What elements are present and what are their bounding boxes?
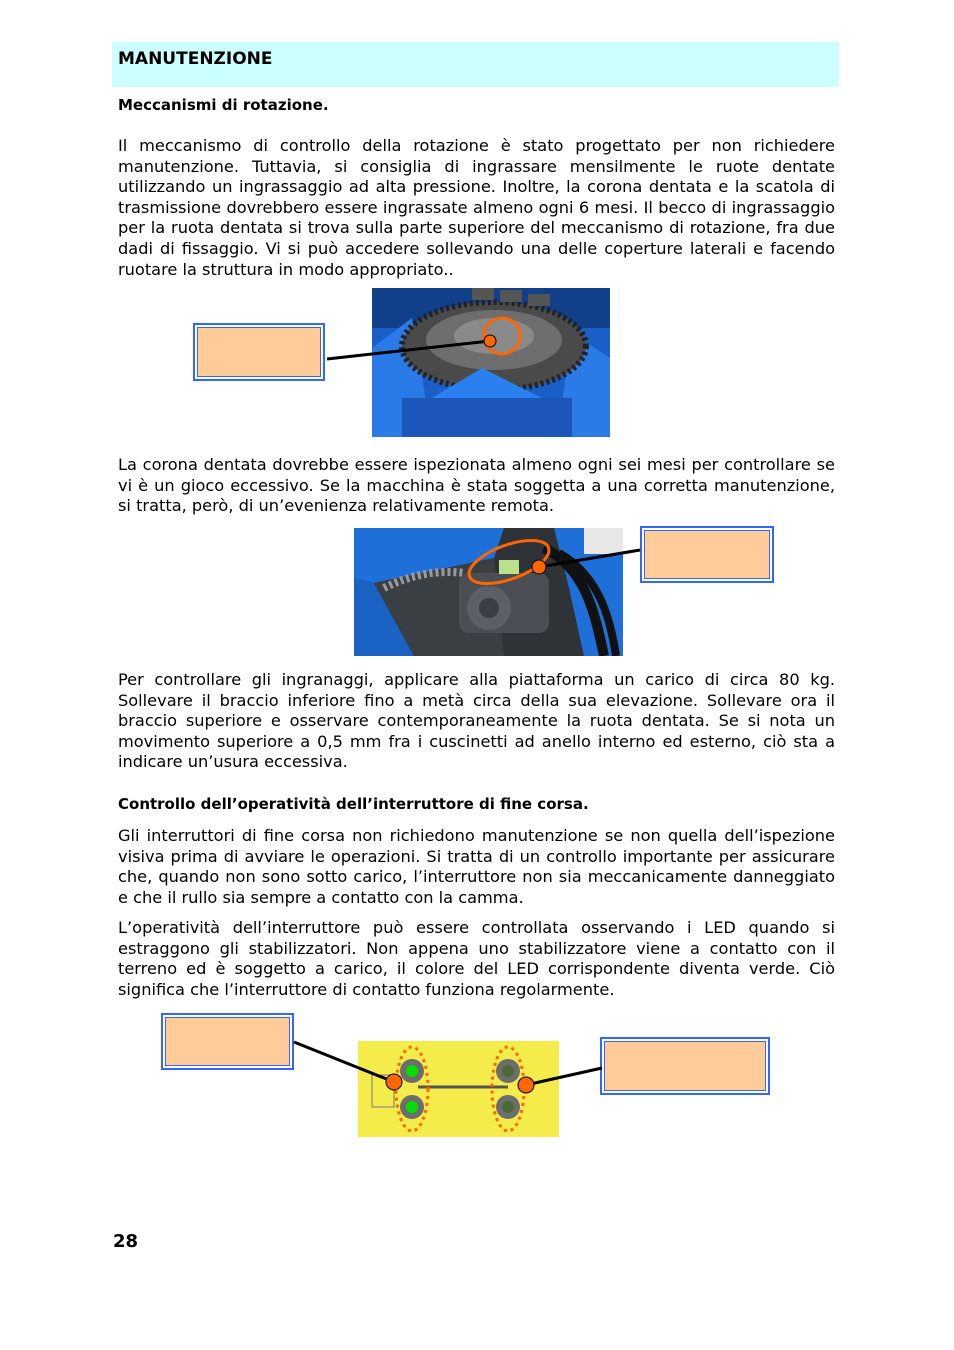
section-header-bar	[112, 42, 839, 87]
subheading-limit-switch: Controllo dell’operatività dell’interruttore di fine corsa.	[118, 795, 589, 813]
paragraph-led-check: L’operatività dell’interruttore può essere controllata osservando i LED quando si estraggono gli stabilizzatori. Non appena uno stabilizzatore viene a contatto con il terreno ed è soggetto a carico, il colore del LED corrispondente diventa verde. Ciò significa che l’interruttore di contatto funziona regolarmente.	[118, 918, 835, 999]
paragraph-gear-check: Per controllare gli ingranaggi, applicare alla piattaforma un carico di circa 80 kg. Sollevare il braccio inferiore fino a metà circa della sua elevazione. Sollevare ora il braccio superiore e osservare contemporaneamente la ruota dentata. Se si nota un movimento superiore a 0,5 mm fra i cuscinetti ad anello interno ed esterno, ciò sta a indicare un’usura eccessiva.	[118, 670, 835, 772]
led-green-bottom-left	[406, 1101, 418, 1113]
led-green-top-left	[406, 1065, 418, 1077]
callout-box-gearbox	[640, 526, 774, 583]
paragraph-ring-inspection: La corona dentata dovrebbe essere ispezionata almeno ogni sei mesi per controllare se vi è un gioco eccessivo. Se la macchina è stata soggetta a una corretta manutenzione, si tratta, però, di un’evenienza relativamente remota.	[118, 455, 835, 516]
photo-led-panel	[358, 1041, 559, 1137]
callout-box-grease-nipple	[193, 323, 325, 381]
paragraph-rotation-intro: Il meccanismo di controllo della rotazione è stato progettato per non richiedere manutenzione. Tuttavia, si consiglia di ingrassare mensilmente le ruote dentate utilizzando un ingrassaggio ad alta pressione. Inoltre, la corona dentata e la scatola di trasmissione dovrebbero essere ingrassate almeno ogni 6 mesi. Il becco di ingrassaggio per la ruota dentata si trova sulla parte superiore del meccanismo di rotazione, fra due dadi di fissaggio. Vi si può accedere sollevando una delle coperture laterali e facendo ruotare la struttura in modo appropriato..	[118, 136, 835, 279]
callout-box-led-left	[161, 1013, 294, 1070]
paragraph-limit-switch-inspection: Gli interruttori di fine corsa non richiedono manutenzione se non quella dell’ispezione visiva prima di avviare le operazioni. Si tratta di un controllo importante per assicurare che, quando non sono sotto carico, l’interruttore non sia meccanicamente danneggiato e che il rullo sia sempre a contatto con la camma.	[118, 826, 835, 907]
callout-box-led-right	[600, 1037, 770, 1095]
photo-gearbox	[354, 528, 623, 656]
subheading-rotation: Meccanismi di rotazione.	[118, 96, 329, 114]
section-title: MANUTENZIONE	[118, 49, 273, 69]
page-number: 28	[113, 1231, 139, 1252]
photo-slewing-ring	[372, 288, 610, 437]
